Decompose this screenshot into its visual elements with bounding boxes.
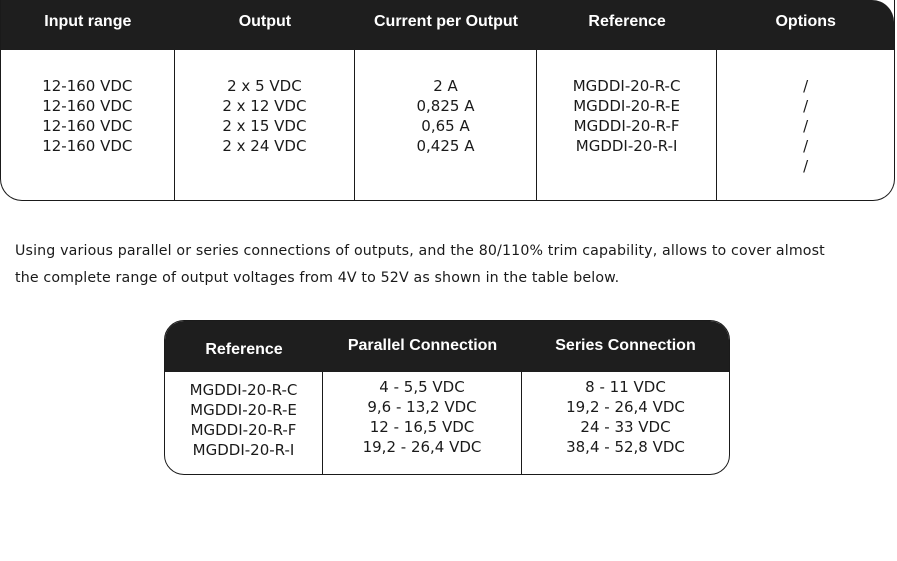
header-reference: Reference: [588, 13, 666, 30]
table-cell: MGDDI-20-R-I: [192, 441, 295, 459]
header-reference: Reference: [205, 340, 283, 358]
table-cell: 12-160 VDC: [42, 97, 133, 115]
table-cell: 2 x 15 VDC: [222, 117, 307, 135]
column-series-connection: [522, 372, 729, 475]
table-cell: 19,2 - 26,4 VDC: [566, 398, 685, 416]
header-options: Options: [775, 13, 836, 30]
table-cell: MGDDI-20-R-C: [572, 77, 681, 95]
header-output: Output: [238, 13, 292, 30]
header-parallel-connection: Parallel Connection: [347, 336, 498, 354]
paragraph-line: Using various parallel or series connections of outputs, and the 80/110% trim capability, allows to cover almost: [15, 243, 825, 259]
table-cell: 19,2 - 26,4 VDC: [362, 438, 482, 456]
table-cell: 12-160 VDC: [42, 117, 133, 135]
column-options: [717, 50, 894, 200]
header-input-range: Input range: [44, 13, 132, 30]
table-cell: 12 - 16,5 VDC: [369, 418, 475, 436]
connection-ranges-table: [164, 320, 730, 475]
column-reference: [537, 50, 718, 200]
column-input-range: [1, 50, 175, 200]
description-paragraph: [15, 238, 885, 292]
table-cell: /: [803, 137, 809, 155]
table-cell: 38,4 - 52,8 VDC: [566, 438, 685, 456]
column-parallel-connection: [323, 372, 522, 475]
table-cell: /: [803, 97, 809, 115]
table-cell: MGDDI-20-R-E: [573, 97, 680, 115]
header-current-per-output: Current per Output: [374, 13, 518, 30]
column-reference: [165, 372, 323, 475]
column-current-per-output: [355, 50, 537, 200]
table-cell: MGDDI-20-R-I: [575, 137, 678, 155]
table-cell: 0,425 A: [416, 137, 475, 155]
table-cell: 2 x 12 VDC: [222, 97, 307, 115]
table-cell: 8 - 11 VDC: [585, 378, 666, 396]
table-cell: /: [803, 157, 809, 175]
table-header-row: [165, 321, 729, 372]
table-cell: MGDDI-20-R-C: [189, 381, 298, 399]
table-cell: 2 x 5 VDC: [227, 77, 302, 95]
column-output: [175, 50, 356, 200]
table-cell: 12-160 VDC: [42, 77, 133, 95]
table-cell: MGDDI-20-R-F: [573, 117, 680, 135]
table-header-row: [1, 0, 894, 50]
table-cell: MGDDI-20-R-E: [190, 401, 297, 419]
table-cell: 2 x 24 VDC: [222, 137, 307, 155]
table-cell: /: [803, 77, 809, 95]
paragraph-line: the complete range of output voltages from 4V to 52V as shown in the table below.: [15, 270, 620, 286]
table-cell: 2 A: [433, 77, 458, 95]
table-cell: 12-160 VDC: [42, 137, 133, 155]
table-cell: 24 - 33 VDC: [580, 418, 671, 436]
table-cell: 4 - 5,5 VDC: [379, 378, 465, 396]
table-cell: MGDDI-20-R-F: [190, 421, 297, 439]
header-series-connection: Series Connection: [555, 336, 696, 354]
table-cell: 0,825 A: [416, 97, 475, 115]
table-cell: /: [803, 117, 809, 135]
table-body: [165, 372, 729, 475]
table-cell: 9,6 - 13,2 VDC: [367, 398, 477, 416]
table-cell: 0,65 A: [421, 117, 470, 135]
table-body: [1, 50, 894, 200]
converter-models-table: [0, 0, 895, 201]
